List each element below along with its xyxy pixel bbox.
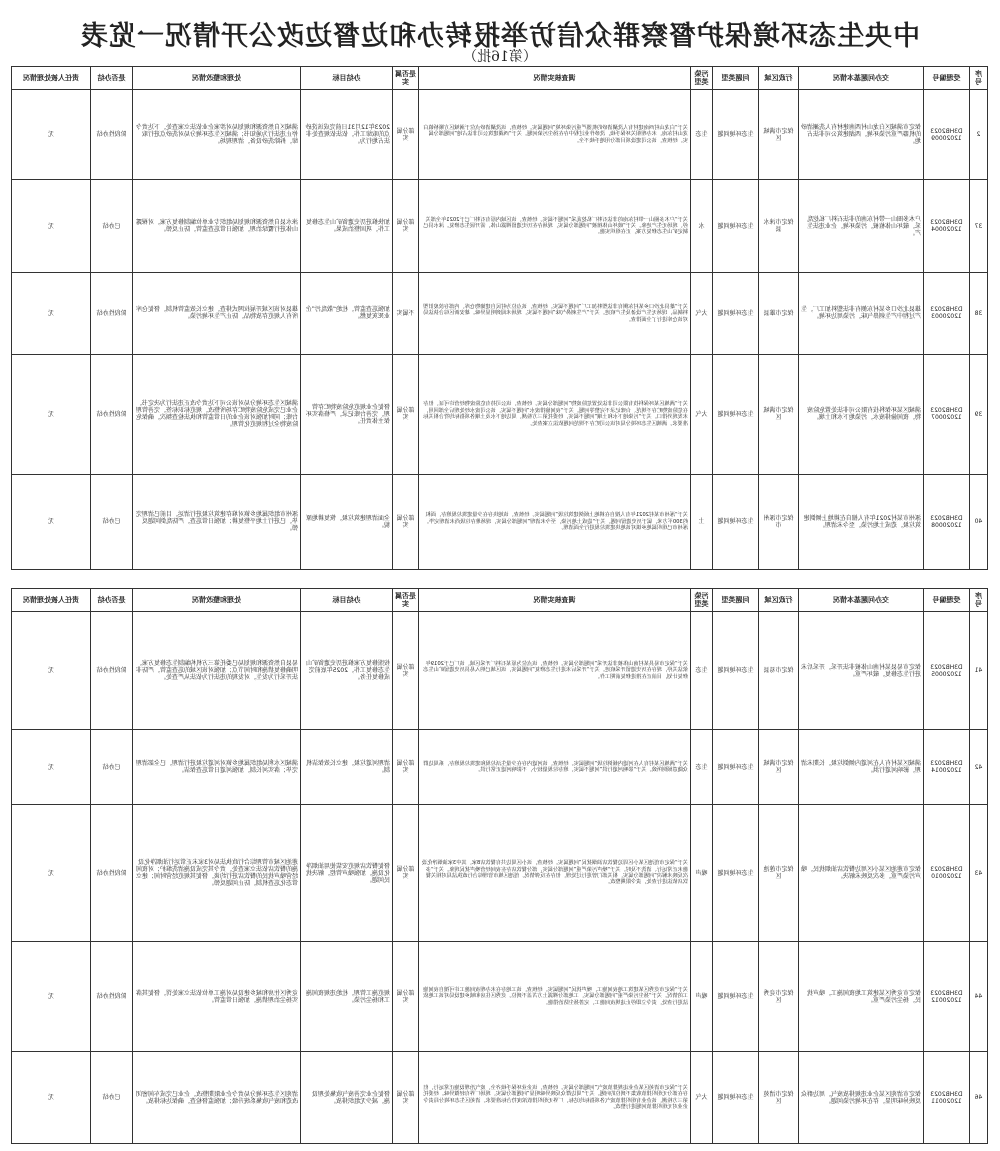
cell-person: 无 <box>12 90 91 180</box>
cell-id: D3HB2023 12020014 <box>924 730 970 805</box>
cell-type: 生态环境问题 <box>713 90 759 180</box>
cell-type: 生态环境问题 <box>713 805 759 942</box>
cell-true: 部分属实 <box>393 1052 419 1144</box>
cell-person: 无 <box>12 273 91 354</box>
col-header: 是否办结 <box>91 67 133 90</box>
page-title: 中央生态环境保护督察群众信访举报转办和边督边改公开情况一览表 <box>80 21 920 52</box>
cell-true: 部分属实 <box>393 805 419 942</box>
cell-basic: 户木多圈山一带村东南的非法石料厂私挖乱采，破坏山体植被，污染环境，企业违法生产。 <box>799 180 924 273</box>
col-header: 调查核实情况 <box>419 589 691 612</box>
col-header: 处理和整改情况 <box>133 589 301 612</box>
cell-goal: 加强巡查监管，杜绝“散乱污”企业死灰复燃。 <box>301 273 393 354</box>
cell-id: D3HB2023 12020010 <box>924 805 970 942</box>
cell-facts: 关于“保定市清苑区某企业违规排放废气”问题部分属实。经核查，该企业环保手续齐全，废气治理设施正常运行，但存在部分无组织排放收集不到位的问题。关于“周边群众反映异味明显”问题部分属实，现场厂界有轻微异味。经委托第三方检测，该企业有组织排放废气各项指标均达标，厂界无组织排放浓度符合标准要求。清苑区生态环境分局责令企业对无组织排放问题进行整改。 <box>419 1052 691 1144</box>
table-row <box>12 474 988 569</box>
cell-id: D3HB2023 12020008 <box>924 474 970 569</box>
table-row <box>12 354 988 474</box>
cell-region: 保定市满城区 <box>759 354 799 474</box>
cell-true: 部分属实 <box>393 474 419 569</box>
cell-action: 涞水县自然资源和规划局组织专业单位编制修复方案，对裸露山体进行覆绿治理，加强日常巡查监管，防止反弹。 <box>133 180 301 273</box>
cell-done: 阶段性办结 <box>91 354 133 474</box>
table-row <box>12 612 988 730</box>
cell-facts: 关于“保定市莲池区某小区周边餐饮店油烟扰民”问题属实。经核查，该小区周边共有餐饮店8家，其中3家油烟净化设施未正常运行、清洗不及时。关于“噪声污染严重”问题部分属实，部分餐饮店存在夜间经营噪声扰民现象。关于“多次反映未解决”问题部分属实，相关部门曾进行过处理，但存在反弹情况。莲池区城市管理综合行政执法局对相关餐饮店依法进行查处，责令限期整改。 <box>419 805 691 942</box>
cell-facts: 关于“户木多圈山一带村东南的非法石料厂私挖乱采”问题不属实。经核查，该区域内原有石料厂已于2021年全部关停，现场无生产迹象。关于“破坏山体植被”问题部分属实，现场存在历史遗留裸露山体，需开展生态修复。涞水县已制定矿山生态修复方案，正在组织实施。 <box>419 180 691 273</box>
col-header: 处理和整改情况 <box>133 67 301 90</box>
col-header: 是否办结 <box>91 589 133 612</box>
table-row <box>12 273 988 354</box>
cell-id: D3HB2023 12020012 <box>924 942 970 1052</box>
cell-goal: 按照修复方案推进历史遗留矿山生态修复工作，2025年底前完成修复任务。 <box>301 612 393 730</box>
cell-type: 生态环境问题 <box>713 1052 759 1144</box>
cell-done: 已办结 <box>91 180 133 273</box>
cell-pollution: 生态 <box>691 730 713 805</box>
cell-region: 保定市雄县 <box>759 273 799 354</box>
cell-region: 保定市满城区 <box>759 730 799 805</box>
table-header-row <box>12 589 988 612</box>
cell-id: D3HB2023 12020007 <box>924 354 970 474</box>
col-header: 序号 <box>970 589 988 612</box>
cell-no: 46 <box>970 1052 988 1144</box>
col-header: 问题类型 <box>713 589 759 612</box>
cell-type: 生态环境问题 <box>713 273 759 354</box>
col-header: 序号 <box>970 67 988 90</box>
cell-goal: 2023年12月31日前完成该洗砂点的取缔工作，依法依规查处非法占地行为。 <box>301 90 393 180</box>
cell-true: 部分属实 <box>393 942 419 1052</box>
cell-person: 无 <box>12 474 91 569</box>
col-header: 问题类型 <box>713 67 759 90</box>
col-header: 受理编号 <box>924 67 970 90</box>
cell-true: 部分属实 <box>393 180 419 273</box>
col-header: 行政区域 <box>759 67 799 90</box>
cell-region: 保定市涞水县 <box>759 180 799 273</box>
cell-pollution: 噪声 <box>691 942 713 1052</box>
cell-done: 已办结 <box>91 1052 133 1144</box>
cell-person: 无 <box>12 805 91 942</box>
col-header: 是否属实 <box>393 589 419 612</box>
cell-true: 部分属实 <box>393 90 419 180</box>
cell-action: 清苑区生态环境分局责令企业限期整改，企业已完成车间密闭改造和废气收集系统升级；加强监督检查，确保达标排放。 <box>133 1052 301 1144</box>
cell-done: 已办结 <box>91 730 133 805</box>
cell-no: 40 <box>970 474 988 569</box>
cell-action: 涿州市组织属地乡镇对堆存建筑垃圾进行清运，目前已清理完毕，已进行土地平整复耕；加强日常巡查，严防乱倒问题反弹。 <box>133 474 301 569</box>
col-header: 是否属实 <box>393 67 419 90</box>
cell-facts: 关于“保定市竞秀区某建筑工地夜间施工，噪声扰民”问题属实。经核查，该工地存在未办理夜间施工许可擅自夜间施工的情况。关于“扬尘污染严重”问题部分属实，工地部分裸露土方苫盖不到位。竞秀区住房和城乡建设局对该工地依法进行查处，责令立即停止违规夜间施工，完善扬尘防治措施。 <box>419 942 691 1052</box>
cell-action: 满城区水利局组织属地乡镇对河道垃圾进行清理，已全部清理完毕；落实河长制，加强河道日常巡查保洁。 <box>133 730 301 805</box>
disclosure-table-bottom <box>11 588 988 1144</box>
cell-action: 满城区自然资源和规划局对涉案企业依法立案查处，下达责令停止违法行为通知书；满城区生态环境分局对洗砂点进行取缔，拆除洗砂设备，清理现场。 <box>133 90 301 180</box>
cell-facts: 关于“满城区某村有人在河道内倾倒垃圾”问题属实。经核查，该河道内存在少量生活垃圾和建筑垃圾堆存，系周边群众随意倾倒所致。关于“影响河道行洪”问题不属实，堆存垃圾量较小，不影响河道正常行洪。 <box>419 730 691 805</box>
cell-no: 42 <box>970 730 988 805</box>
cell-basic: 保定市竞秀区某建筑工地夜间施工，噪声扰民，扬尘污染严重。 <box>799 942 924 1052</box>
col-header: 调查核实情况 <box>419 67 691 90</box>
cell-goal: 清理河道垃圾，建立长效保洁机制。 <box>301 730 393 805</box>
cell-basic: 满城区某环保科技有限公司非法处置危险废物，夜间偷排废水，污染地下水和土壤。 <box>799 354 924 474</box>
col-header: 污染类型 <box>691 589 713 612</box>
cell-facts: 关于“涿州市某村2021年有人擅自在耕地上倾倒建筑垃圾”问题属实。经核查，该地块存在少量建筑垃圾堆存，面积约300平方米，属于历史遗留问题。关于“造成土地污染，至今未清理”问题部分属实，现场堆存垃圾尚未清理完毕。涿州市已组织属地乡镇对该地块建筑垃圾进行全面清理。 <box>419 474 691 569</box>
cell-pollution: 水 <box>691 180 713 273</box>
cell-no: 39 <box>970 354 988 474</box>
cell-pollution: 生态 <box>691 612 713 730</box>
cell-goal: 督促企业规范危险废物贮存管理，完善台账记录，严格落实环保主体责任。 <box>301 354 393 474</box>
cell-id: D3HB2023 12020005 <box>924 612 970 730</box>
cell-region: 保定市清苑区 <box>759 1052 799 1144</box>
col-header: 污染类型 <box>691 67 713 90</box>
cell-id: D3HB2023 12020011 <box>924 1052 970 1144</box>
cell-no: 44 <box>970 942 988 1052</box>
page-subtitle: （第16批） <box>463 49 537 65</box>
table-row <box>12 730 988 805</box>
cell-no: 37 <box>970 180 988 273</box>
cell-person: 无 <box>12 730 91 805</box>
cell-goal: 督促企业完善废气收集处理设施，减少无组织排放。 <box>301 1052 393 1144</box>
col-header: 受理编号 <box>924 589 970 612</box>
table-row <box>12 1052 988 1144</box>
cell-pollution: 土 <box>691 474 713 569</box>
cell-true: 部分属实 <box>393 612 419 730</box>
cell-type: 生态环境问题 <box>713 354 759 474</box>
cell-region: 保定市涿州市 <box>759 474 799 569</box>
cell-id: D3HB2023 12020004 <box>924 180 970 273</box>
cell-no: 38 <box>970 273 988 354</box>
cell-goal: 加快推进历史遗留矿山生态修复工作，巩固整治成果。 <box>301 180 393 273</box>
col-header: 办结目标 <box>301 589 393 612</box>
cell-basic: 保定市易县某村南山体被非法开采，开采后未进行生态修复，破坏严重。 <box>799 612 924 730</box>
cell-id: D3HB2023 12020003 <box>924 273 970 354</box>
cell-pollution: 大气 <box>691 1052 713 1144</box>
cell-goal: 规范施工管理，杜绝违规夜间施工和扬尘污染。 <box>301 942 393 1052</box>
cell-facts: 关于“白龙山村西南建材有人洗涮清砂的机器严重污染环境”问题属实。经核查，该洗涮清砂点位于满城区方顺桥镇白龙山村东南，未办理相关环保手续，洗砂作业过程中存在扬尘污染问题。关于“西湖建筑公司非法占地”问题部分属实。经核查，该公司建设项目部分用地手续不全。 <box>419 90 691 180</box>
cell-facts: 关于“满城区某环保科技有限公司非法处置危险废物”问题部分属实。经核查，该公司持有危险废物经营许可证，但存在危险废物贮存不规范、台账记录不完整等问题。关于“夜间偷排废水”问题不属实，该公司废水经处理后全部回用，未发现外排口。关于“污染地下水和土壤”问题不属实，经委托第三方检测，周边地下水及土壤各项指标均符合相关标准要求。满城区生态环境分局对该公司贮存不规范问题依法立案查处。 <box>419 354 691 474</box>
cell-type: 生态环境问题 <box>713 474 759 569</box>
cell-true: 部分属实 <box>393 354 419 474</box>
col-header: 行政区域 <box>759 589 799 612</box>
cell-basic: 雄县北沙口乡某村东侧有非法塑料加工厂，生产过程中产生刺鼻气味，污染周边环境。 <box>799 273 924 354</box>
cell-person: 无 <box>12 942 91 1052</box>
cell-pollution: 噪声 <box>691 805 713 942</box>
cell-id: D3HB2023 12020009 <box>924 90 970 180</box>
cell-person: 无 <box>12 612 91 730</box>
disclosure-table-top <box>11 66 988 570</box>
col-header: 责任人被处理情况 <box>12 67 91 90</box>
table-row <box>12 180 988 273</box>
cell-action: 竞秀区住房和城乡建设局对施工单位依法立案处罚，督促其落实扬尘治理措施，加强日常监管。 <box>133 942 301 1052</box>
cell-basic: 保定市清苑区某企业违规排放废气，周边群众反映异味明显，存在环境污染问题。 <box>799 1052 924 1144</box>
cell-true: 不属实 <box>393 273 419 354</box>
cell-action: 易县自然资源和规划局已委托第三方机构编制生态修复方案，明确修复措施和时间节点；加强对该区域的巡查监管，严防非法开采行为发生，对发现的违法行为依法从严查处。 <box>133 612 301 730</box>
cell-person: 无 <box>12 354 91 474</box>
cell-action: 满城区生态环境分局对该公司下达责令改正违法行为决定书，企业已完成危险废物贮存场所整改，规范标识标签，完善管理台账；同时加强对该企业的日常监管和执法检查频次，确保危险废物全过程规范化管理。 <box>133 354 301 474</box>
cell-done: 已办结 <box>91 474 133 569</box>
cell-done: 阶段性办结 <box>91 90 133 180</box>
col-header: 办结目标 <box>301 67 393 90</box>
cell-type: 生态环境问题 <box>713 730 759 805</box>
cell-type: 生态环境问题 <box>713 612 759 730</box>
table-header-row <box>12 67 988 90</box>
cell-pollution: 大气 <box>691 273 713 354</box>
cell-facts: 关于“雄县北沙口乡某村东侧有非法塑料加工厂”问题不属实。经核查，该点位为村民自建储物仓库，内部存放废旧塑料制品，现场无生产设备及生产痕迹。关于“产生刺鼻气味”问题不属实，现场未闻到明显异味。雄安新区综合执法局对该仓库进行了全面排查。 <box>419 273 691 354</box>
col-header: 责任人被处理情况 <box>12 589 91 612</box>
cell-basic: 涿州市某村2021年有人擅自在耕地上倾倒建筑垃圾，造成土地污染，至今未清理。 <box>799 474 924 569</box>
col-header: 交办问题基本情况 <box>799 67 924 90</box>
cell-facts: 关于“保定市易县某村南山体被非法开采”问题部分属实。经核查，该点位为原某石料厂开采区域，该厂已于2019年依法关停，现存在历史遗留开采痕迹。关于“开采后未进行生态修复”问题属实，该区域已纳入易县历史遗留矿山生态修复计划，目前正在推进修复前期工作。 <box>419 612 691 730</box>
cell-basic: 保定市满城区白龙山村西南建材有人洗涮清砂的机器严重污染环境，西湖建筑公司非法占地。 <box>799 90 924 180</box>
cell-person: 无 <box>12 180 91 273</box>
cell-done: 阶段性办结 <box>91 273 133 354</box>
col-header: 交办问题基本情况 <box>799 589 924 612</box>
cell-true: 部分属实 <box>393 730 419 805</box>
table-row <box>12 90 988 180</box>
cell-pollution: 大气 <box>691 354 713 474</box>
cell-action: 雄县对该区域开展拉网式排查，建立长效监管机制，督促仓库所有人规范存放物品，防止产生环境污染。 <box>133 273 301 354</box>
cell-basic: 保定市莲池区某小区周边餐饮店油烟扰民，噪声污染严重，多次反映未解决。 <box>799 805 924 942</box>
cell-no: 43 <box>970 805 988 942</box>
cell-region: 保定市莲池区 <box>759 805 799 942</box>
cell-done: 阶段性办结 <box>91 805 133 942</box>
cell-type: 生态环境问题 <box>713 180 759 273</box>
cell-done: 阶段性办结 <box>91 942 133 1052</box>
cell-region: 保定市竞秀区 <box>759 942 799 1052</box>
cell-no: 41 <box>970 612 988 730</box>
cell-action: 莲池区城市管理综合行政执法局对3家未正常运行油烟净化设施的餐饮店依法立案查处，责令其完成设施清洗维护；对夜间经营噪声扰民的餐饮店进行约谈，督促其规范经营时间；建立常态化巡查机制，防止问题反弹。 <box>133 805 301 942</box>
cell-region: 保定市易县 <box>759 612 799 730</box>
cell-type: 生态环境问题 <box>713 942 759 1052</box>
cell-goal: 全面清理建筑垃圾，恢复耕地原貌。 <box>301 474 393 569</box>
table-row <box>12 805 988 942</box>
cell-goal: 督促餐饮店规范安装使用油烟净化设施，加强噪声管控，解决扰民问题。 <box>301 805 393 942</box>
cell-done: 阶段性办结 <box>91 612 133 730</box>
cell-no: 2 <box>970 90 988 180</box>
table-row <box>12 942 988 1052</box>
cell-person: 无 <box>12 1052 91 1144</box>
cell-region: 保定市满城区 <box>759 90 799 180</box>
cell-basic: 满城区某村有人在河道内倾倒垃圾，长期未清理，影响河道行洪。 <box>799 730 924 805</box>
cell-pollution: 生态 <box>691 90 713 180</box>
